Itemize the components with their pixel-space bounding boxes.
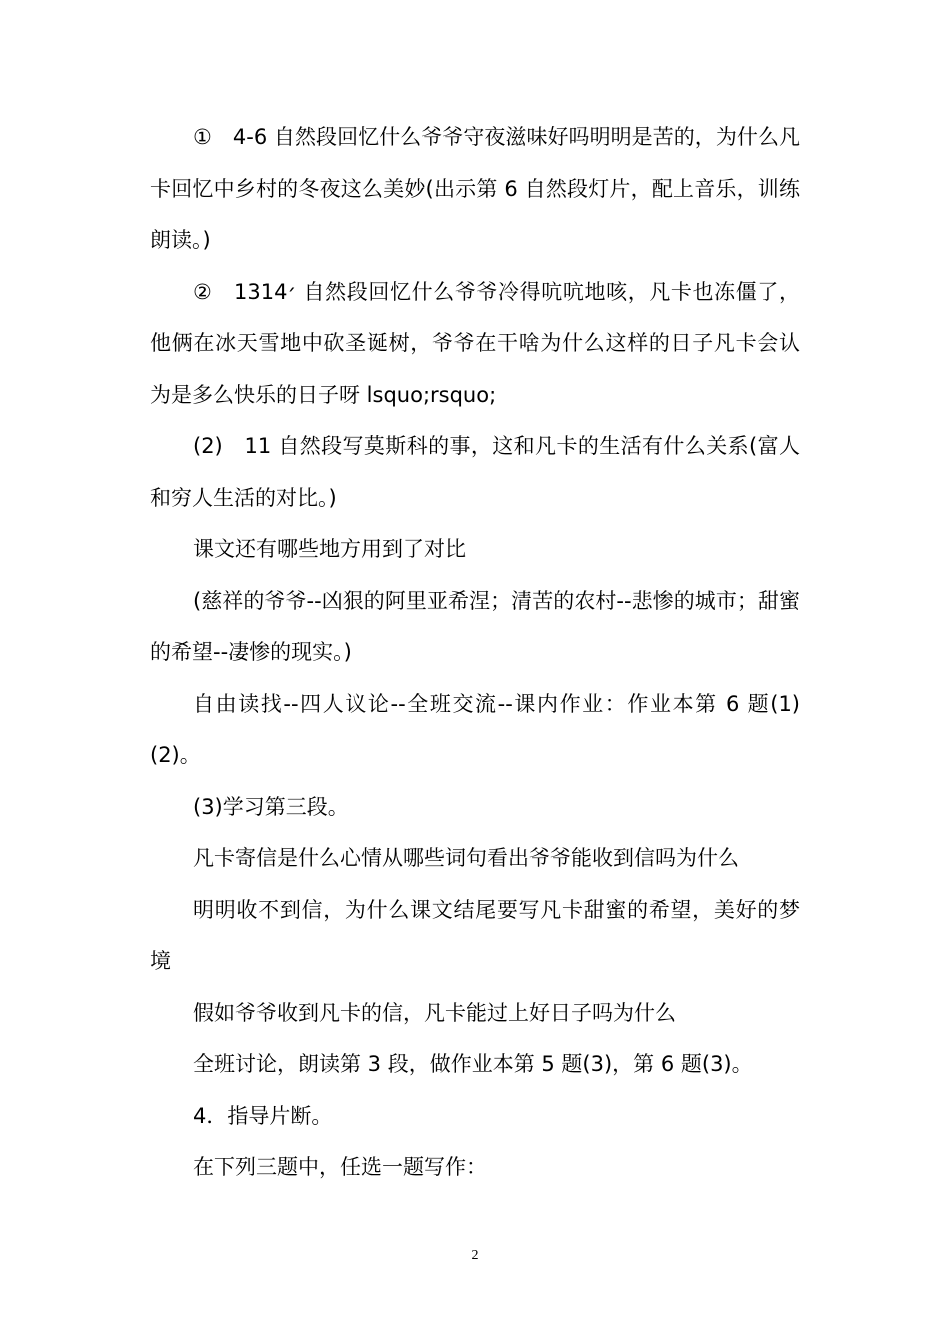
paragraph-memory-winter-night: ① 4-6 自然段回忆什么爷爷守夜滋味好吗明明是苦的，为什么凡卡回忆中乡村的冬夜这么美妙(出示第 6 自然段灯片，配上音乐，训练朗读。) (150, 125, 800, 252)
paragraph-writing-choice: 在下列三题中，任选一题写作： (193, 1155, 487, 1179)
paragraph-guided-writing-heading: 4．指导片断。 (193, 1103, 333, 1128)
paragraph-letter-mood-question: 凡卡寄信是什么心情从哪些词句看出爷爷能收到信吗为什么 (193, 846, 739, 870)
paragraph-class-discussion: 全班讨论，朗读第 3 段，做作业本第 5 题(3)，第 6 题(3)。 (193, 1052, 753, 1076)
paragraph-section-three-heading: (3)学习第三段。 (193, 794, 349, 819)
paragraph-contrast-answers: (慈祥的爷爷--凶狠的阿里亚希涅；清苦的农村--悲惨的城市；甜蜜的希望--凄惨的现实。) (150, 588, 800, 664)
document-body (150, 112, 800, 1194)
paragraph-hypothetical-question: 假如爷爷收到凡卡的信，凡卡能过上好日子吗为什么 (193, 1000, 676, 1025)
paragraph-other-contrasts-question: 课文还有哪些地方用到了对比 (193, 537, 466, 561)
paragraph-memory-christmas-tree: ② 13׳14 自然段回忆什么爷爷冷得吭吭地咳，凡卡也冻僵了，他俩在冰天雪地中砍圣诞树，爷爷在干啥为什么这样的日子凡卡会认为是多么快乐的日子呀 lsquo;rsquo; (150, 279, 800, 407)
paragraph-ending-hope-question: 明明收不到信，为什么课文结尾要写凡卡甜蜜的希望，美好的梦境 (150, 897, 800, 973)
page-number: 2 (471, 1248, 479, 1263)
paragraph-activity-homework: 自由读找--四人议论--全班交流--课内作业：作业本第 6 题(1)(2)。 (150, 691, 800, 767)
paragraph-moscow-contrast: (2) 11 自然段写莫斯科的事，这和凡卡的生活有什么关系(富人和穷人生活的对比。) (150, 434, 800, 510)
